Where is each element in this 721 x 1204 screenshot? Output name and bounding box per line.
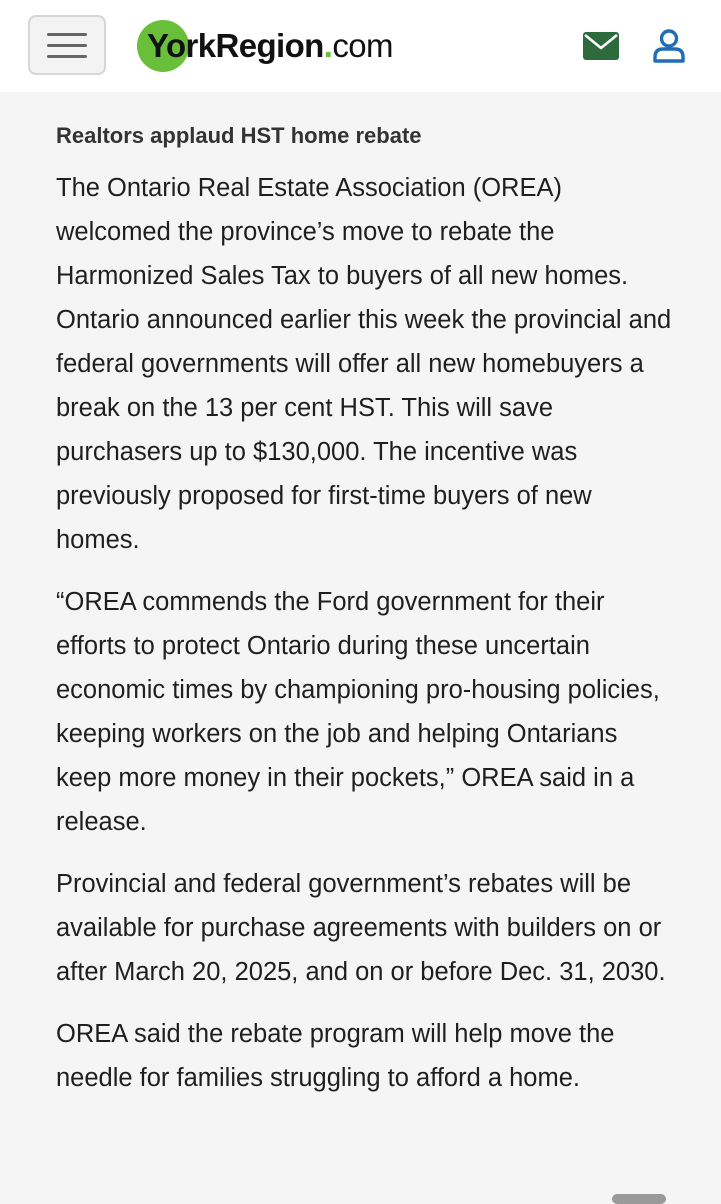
user-icon[interactable] bbox=[652, 29, 686, 63]
article-paragraph: The Ontario Real Estate Association (OREA) welcomed the province’s move to rebate the Harmonized Sales Tax to buyers of all new homes. Ontario announced earlier this week the provincial and federal governments will offer all new homebuyers a break on the 13 per cent HST. This will save purchasers up to $130,000. The incentive was previously proposed for first-time buyers of new homes. bbox=[56, 174, 672, 554]
site-logo[interactable] bbox=[137, 20, 427, 72]
article-headline: Realtors applaud HST home rebate bbox=[56, 123, 422, 148]
article-paragraph: Provincial and federal government’s rebates will be available for purchase agreements with builders on or after March 20, 2025, and on or before Dec. 31, 2030. bbox=[56, 870, 666, 986]
article-body bbox=[56, 118, 676, 1118]
article-paragraph: OREA said the rebate program will help move the needle for families struggling to afford a home. bbox=[56, 1020, 615, 1092]
logo-name: YorkRegion bbox=[147, 27, 324, 64]
hamburger-menu-icon bbox=[47, 33, 87, 36]
logo-dot: . bbox=[323, 27, 333, 64]
article-paragraph: “OREA commends the Ford government for their efforts to protect Ontario during these uncertain economic times by championing pro-housing policies, keeping workers on the job and helping Ontarians keep more money in their pockets,” OREA said in a release. bbox=[56, 588, 660, 836]
logo-tld: com bbox=[332, 27, 393, 64]
hamburger-menu-icon-bar bbox=[47, 55, 87, 58]
mail-icon[interactable] bbox=[583, 32, 619, 60]
hamburger-menu-icon-bar bbox=[47, 44, 87, 47]
site-header bbox=[0, 0, 721, 92]
logo-text bbox=[147, 28, 393, 64]
floating-button-edge[interactable] bbox=[612, 1194, 666, 1204]
menu-button[interactable] bbox=[28, 15, 106, 75]
